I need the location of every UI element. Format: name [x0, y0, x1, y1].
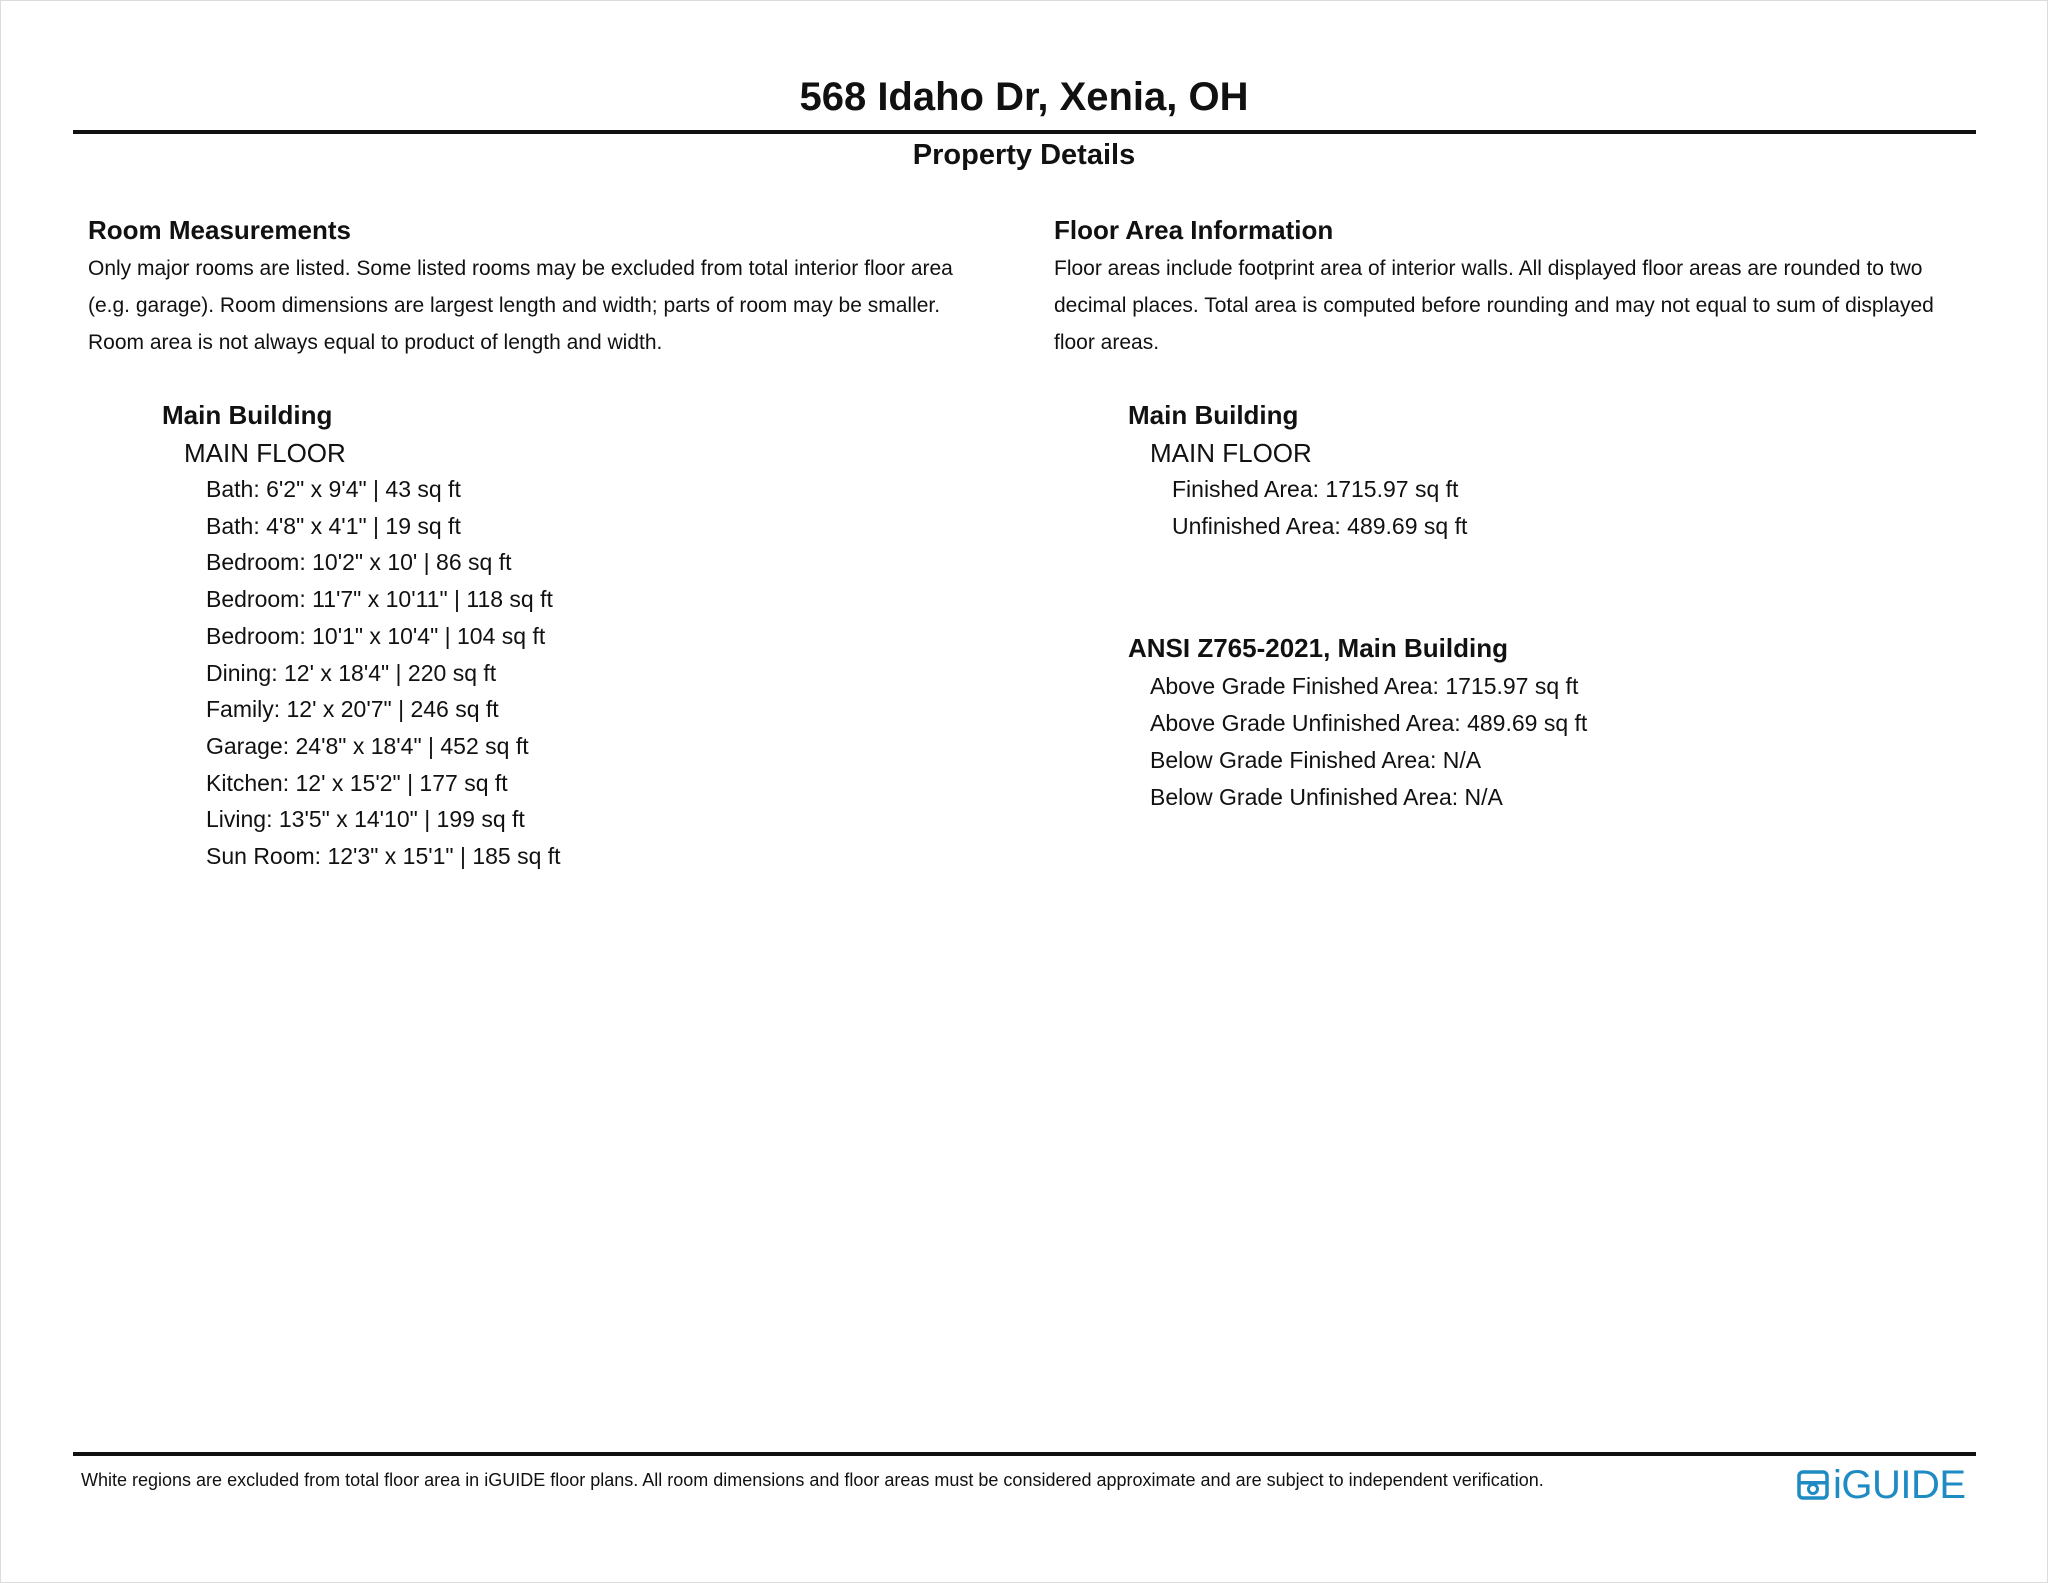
room-measurements-section	[88, 210, 1008, 875]
iguide-logo-icon	[1797, 1468, 1829, 1502]
room-measurements-description	[88, 250, 1008, 361]
iguide-logo	[1797, 1462, 1966, 1508]
description-line: floor areas.	[1054, 331, 1160, 354]
room-item: Bath: 4'8" x 4'1" | 19 sq ft	[206, 512, 461, 539]
page-title: 568 Idaho Dr, Xenia, OH	[799, 75, 1249, 119]
room-item: Living: 13'5" x 14'10" | 199 sq ft	[206, 806, 525, 833]
ansi-item: Below Grade Finished Area: N/A	[1150, 746, 1482, 773]
room-item: Dining: 12' x 18'4" | 220 sq ft	[206, 659, 497, 686]
logo-text: iGUIDE	[1833, 1463, 1966, 1507]
description-line: decimal places. Total area is computed before rounding and may not equal to sum of displayed	[1054, 294, 1934, 317]
description-line: Only major rooms are listed. Some listed rooms may be excluded from total interior floor area	[88, 257, 953, 280]
building-name: Main Building	[162, 400, 333, 430]
footer-divider	[73, 1452, 1976, 1456]
room-list	[206, 471, 1008, 875]
ansi-item: Below Grade Unfinished Area: N/A	[1150, 783, 1503, 810]
header-divider	[73, 130, 1976, 134]
floor-area-heading: Floor Area Information	[1054, 215, 1334, 245]
footer-disclaimer: White regions are excluded from total floor area in iGUIDE floor plans. All room dimensions and floor areas must be considered approximate and are subject to independent verification.	[81, 1470, 1544, 1490]
floor-area-description	[1054, 250, 1994, 361]
room-item: Sun Room: 12'3" x 15'1" | 185 sq ft	[206, 843, 561, 870]
area-list	[1172, 471, 1994, 544]
description-line: (e.g. garage). Room dimensions are largest length and width; parts of room may be smaller.	[88, 294, 941, 317]
ansi-heading: ANSI Z765-2021, Main Building	[1128, 633, 1508, 664]
description-line: Floor areas include footprint area of interior walls. All displayed floor areas are rounded to two	[1054, 257, 1923, 280]
building-name: Main Building	[1128, 400, 1299, 430]
floor-area-section	[1054, 210, 1994, 815]
ansi-item: Above Grade Finished Area: 1715.97 sq ft	[1150, 673, 1579, 700]
room-item: Family: 12' x 20'7" | 246 sq ft	[206, 696, 499, 723]
page-subtitle: Property Details	[912, 139, 1136, 171]
room-item: Bath: 6'2" x 9'4" | 43 sq ft	[206, 476, 461, 502]
room-measurements-heading: Room Measurements	[88, 215, 351, 245]
area-item: Unfinished Area: 489.69 sq ft	[1172, 512, 1468, 539]
ansi-list	[1150, 668, 1994, 815]
room-item: Bedroom: 11'7" x 10'11" | 118 sq ft	[206, 586, 553, 613]
room-item: Bedroom: 10'1" x 10'4" | 104 sq ft	[206, 622, 546, 649]
description-line: Room area is not always equal to product of length and width.	[88, 331, 663, 354]
room-item: Kitchen: 12' x 15'2" | 177 sq ft	[206, 769, 508, 796]
ansi-item: Above Grade Unfinished Area: 489.69 sq ft	[1150, 710, 1588, 737]
floor-name: MAIN FLOOR	[184, 438, 346, 468]
area-item: Finished Area: 1715.97 sq ft	[1172, 476, 1459, 502]
floor-name: MAIN FLOOR	[1150, 438, 1312, 468]
room-item: Bedroom: 10'2" x 10' | 86 sq ft	[206, 549, 512, 576]
room-item: Garage: 24'8" x 18'4" | 452 sq ft	[206, 732, 529, 759]
